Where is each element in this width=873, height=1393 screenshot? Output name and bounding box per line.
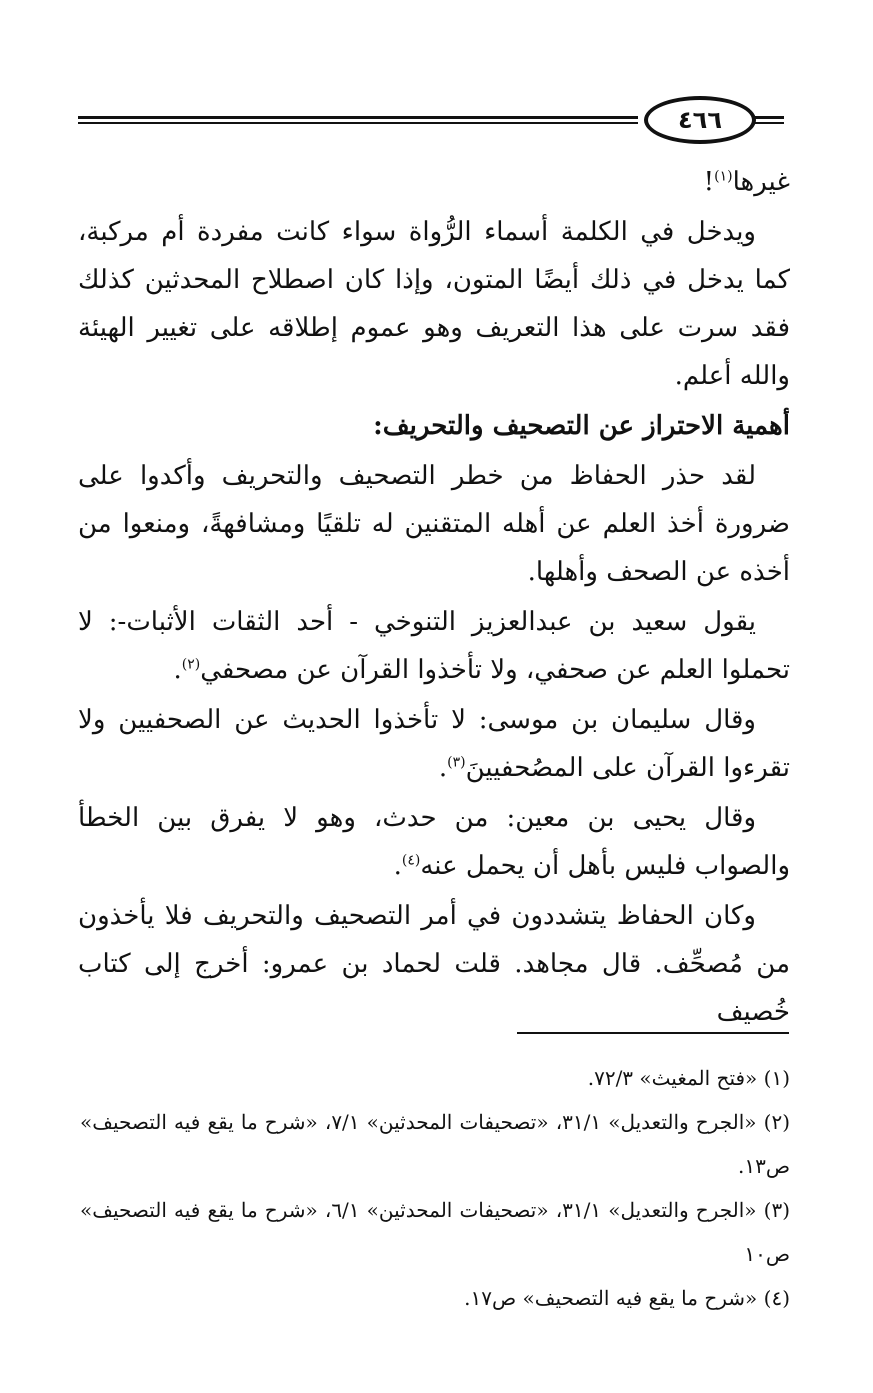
footnote-ref-2[interactable]: (٢) xyxy=(181,656,201,673)
footnotes xyxy=(80,1056,790,1320)
paragraph-quote-yahya: وقال يحيى بن معين: من حدث، وهو لا يفرق بين الخطأ والصواب فليس بأهل أن يحمل عنه$^{(٤)}$. xyxy=(78,803,790,881)
paragraph-huffaz: وكان الحفاظ يتشددون في أمر التصحيف والتحريف فلا يأخذون من مُصحِّف. قال مجاهد. قلت لحماد بن عمرو: أخرج إلى كتاب خُصيف xyxy=(78,901,790,1027)
header-rule-right-bottom xyxy=(754,122,784,124)
header-rule-bottom xyxy=(78,122,638,124)
footnote-4: (٤) «شرح ما يقع فيه التصحيف» ص١٧. xyxy=(464,1286,790,1310)
page-number-ring xyxy=(644,96,756,144)
paragraph-quote-sulayman: وقال سليمان بن موسى: لا تأخذوا الحديث عن الصحفيين ولا تقرءوا القرآن على المصُحفيينَ$^{(٣)}$. xyxy=(78,705,790,783)
footnote-ref-1[interactable]: (١) xyxy=(714,168,733,185)
footnote-separator xyxy=(517,1032,789,1034)
header-rule-top xyxy=(78,116,638,119)
section-heading: أهمية الاحتراز عن التصحيف والتحريف: xyxy=(373,411,790,441)
footnote-2: (٢) «الجرح والتعديل» ٣١/١، «تصحيفات المحدثين» ٧/١، «شرح ما يقع فيه التصحيف» ص١٣. xyxy=(80,1110,790,1178)
header-rule-right-top xyxy=(754,116,784,119)
page-number: ٤٦٦ xyxy=(678,106,722,134)
footnote-3: (٣) «الجرح والتعديل» ٣١/١، «تصحيفات المحدثين» ٦/١، «شرح ما يقع فيه التصحيف» ص١٠ xyxy=(80,1198,790,1266)
footnote-ref-3[interactable]: (٣) xyxy=(447,754,466,771)
footnote-1: (١) «فتح المغيث» ٧٢/٣. xyxy=(587,1066,790,1090)
page-header xyxy=(78,96,784,146)
paragraph-definition: ويدخل في الكلمة أسماء الرُّواة سواء كانت مفردة أم مركبة، كما يدخل في ذلك أيضًا المتون، وإذا كان اصطلاح المحدثين كذلك فقد سرت على هذا التعريف وهو عموم إطلاقه على تغيير الهيئة والله أعلم. xyxy=(78,217,790,391)
paragraph-continuation: غيرها$^{(١)}$! xyxy=(703,167,790,197)
main-text xyxy=(78,158,790,1038)
paragraph-quote-said: يقول سعيد بن عبدالعزيز التنوخي - أحد الثقات الأثبات-: لا تحملوا العلم عن صحفي، ولا تأخذوا القرآن عن مصحفي$^{(٢)}$. xyxy=(78,607,790,685)
paragraph-warning: لقد حذر الحفاظ من خطر التصحيف والتحريف وأكدوا على ضرورة أخذ العلم عن أهله المتقنين له تلقيًا ومشافهةً، ومنعوا من أخذه عن الصحف وأهلها. xyxy=(78,461,790,587)
footnote-ref-4[interactable]: (٤) xyxy=(401,852,421,869)
